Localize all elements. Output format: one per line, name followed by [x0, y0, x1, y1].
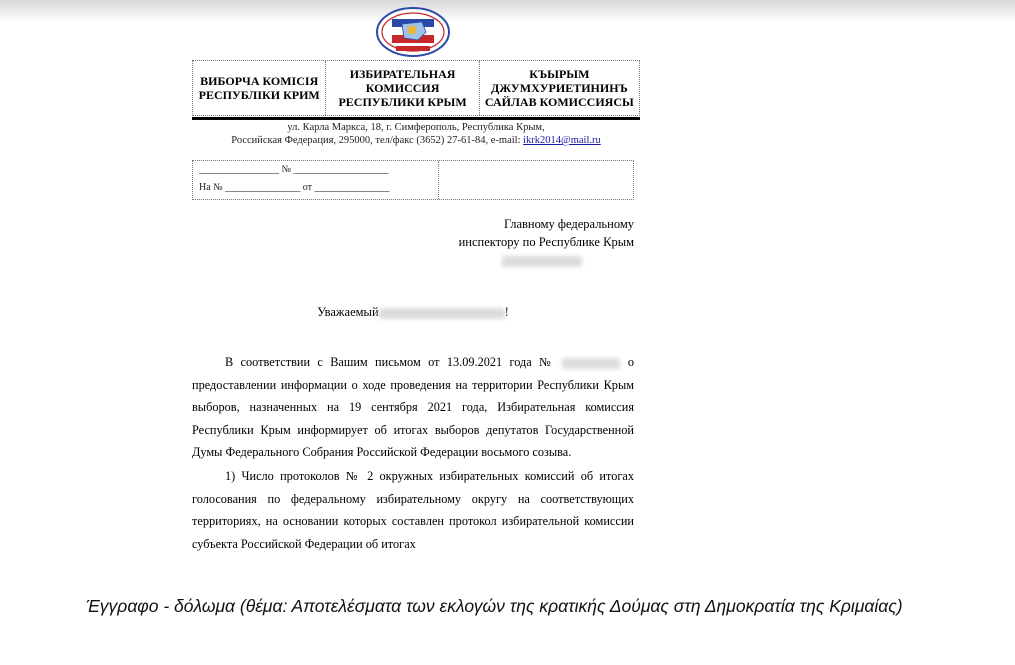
letter-number-redacted — [562, 358, 620, 369]
body-paragraph-1-rest: о предоставлении информации о ходе проведения на территории Республики Крым выборов, назначенных на 19 сентября 2021 года, Избирательная комиссия Республики Крым информирует об итогах выборов депутатов Государственной Думы Федерального Собрания Российской Федерации восьмого созыва. — [192, 355, 634, 460]
reference-blank — [439, 161, 633, 199]
addressee-block — [420, 215, 634, 269]
salutation-prefix: Уважаемый — [317, 305, 379, 319]
outgoing-number-line: ________________ № ___________________ — [199, 164, 389, 175]
body-paragraph-1-start: В соответствии с Вашим письмом от 13.09.2021 года № — [225, 355, 556, 369]
letterhead-russian: ИЗБИРАТЕЛЬНАЯ КОМИССИЯ РЕСПУБЛИКИ КРЫМ — [326, 61, 479, 115]
address-block — [192, 121, 640, 147]
letterhead-table — [192, 60, 640, 116]
reference-fields — [193, 161, 439, 199]
commission-emblem-icon — [374, 6, 452, 58]
letterhead-ukrainian: ВИБОРЧА КОМІСІЯ РЕСПУБЛІКИ КРИМ — [193, 61, 326, 115]
figure-caption: Έγγραφο - δόλωμα (θέμα: Αποτελέσματα των εκλογών της κρατικής Δούμας στη Δημοκρατία της Κριμαίας) — [86, 596, 903, 616]
addressee-line-1: Главному федеральному — [503, 217, 634, 231]
email-link[interactable]: ikrk2014@mail.ru — [523, 135, 601, 146]
addressee-name-redacted — [420, 251, 634, 269]
body-paragraph-1 — [192, 351, 634, 464]
address-line-2-text: Российская Федерация, 295000, тел/факс (3652) 27-61-84, e-mail: — [231, 135, 524, 146]
letter-body — [192, 351, 634, 555]
address-line-1: ул. Карла Маркса, 18, г. Симферополь, Республика Крым, — [287, 122, 545, 133]
reference-box — [192, 160, 634, 200]
salutation-suffix: ! — [504, 305, 509, 319]
letterhead-crimean-tatar: КЪЫРЫМ ДЖУМХУРИЕТИНИНЪ САЙЛАВ КОМИССИЯСЫ — [484, 67, 634, 109]
letterhead-thick-rule — [192, 117, 640, 120]
addressee-line-2: инспектору по Республике Крым — [458, 235, 634, 249]
incoming-number-line: На № _______________ от _______________ — [199, 182, 390, 193]
salutation-name-redacted — [379, 308, 505, 319]
address-line-2 — [192, 134, 640, 147]
body-paragraph-2: 1) Число протоколов № 2 окружных избирательных комиссий об итогах голосования по федеральному избирательному округу на соответствующих территориях, на основании которых составлен протокол избирательной комиссии субъекта Российской Федерации об итогах — [192, 468, 634, 551]
salutation — [192, 303, 634, 321]
